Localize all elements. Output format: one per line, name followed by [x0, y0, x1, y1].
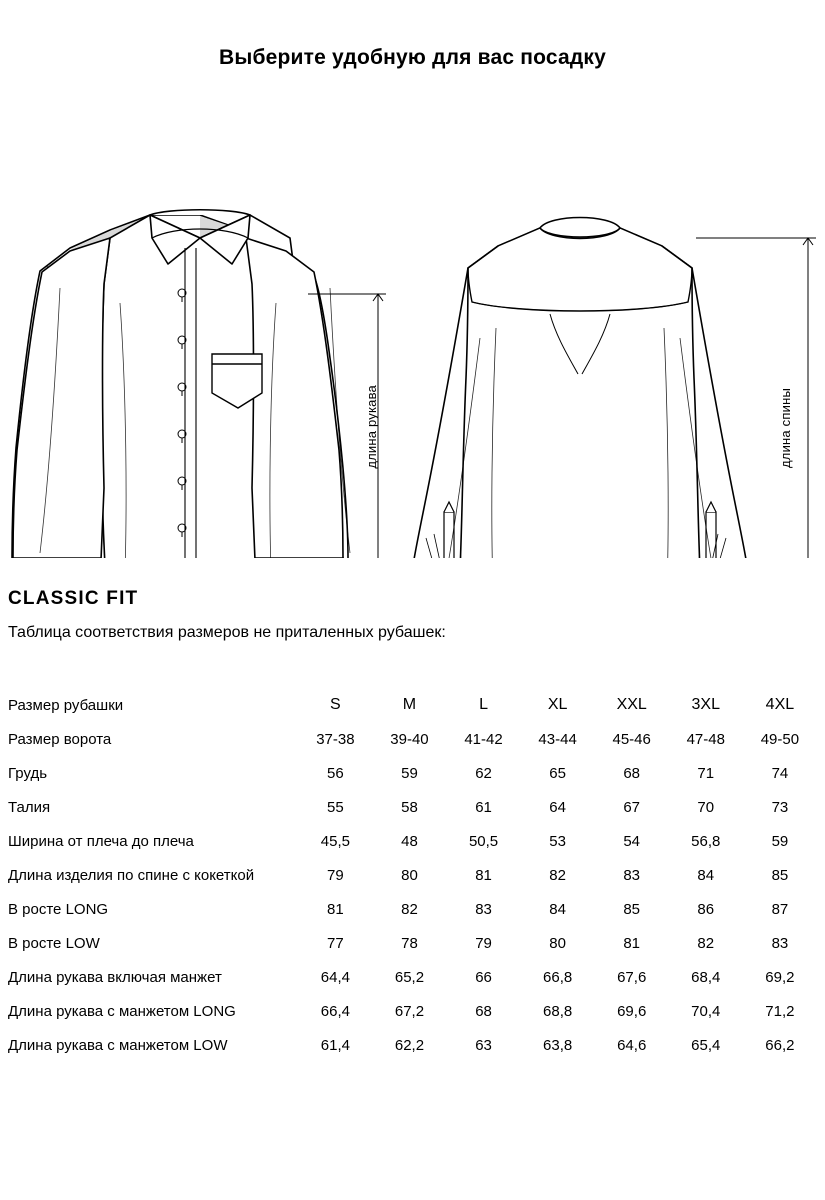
table-cell: 55	[327, 798, 344, 816]
table-cell: 69,6	[617, 1002, 647, 1020]
table-cell: 71,2	[765, 1002, 795, 1020]
sleeve-length-dimension	[300, 88, 390, 558]
table-cell: 83	[771, 934, 789, 952]
table-column-header: XL	[547, 696, 568, 713]
table-cell: 80	[549, 934, 566, 952]
table-cell: 66,4	[320, 1002, 350, 1020]
table-cell: 85	[623, 900, 641, 918]
table-row-label: Длина рукава включая манжет	[8, 968, 222, 986]
table-row	[8, 892, 817, 926]
table-cell: 85	[771, 866, 789, 884]
table-row-label: В росте LONG	[8, 900, 109, 918]
table-cell: 56,8	[691, 832, 721, 850]
shirt-illustrations	[0, 88, 825, 558]
table-cell: 61,4	[320, 1036, 350, 1054]
size-chart-table	[8, 688, 817, 1062]
table-column-header: M	[402, 696, 417, 713]
table-cell: 70	[697, 798, 715, 816]
table-cell: 86	[697, 900, 715, 918]
table-row-label: Размер ворота	[8, 730, 112, 748]
table-cell: 67,6	[617, 968, 647, 986]
table-cell: 59	[771, 832, 789, 850]
table-row-label: Длина изделия по спине с кокеткой	[8, 866, 255, 884]
table-header-label: Размер рубашки	[8, 696, 124, 714]
table-row	[8, 994, 817, 1028]
table-cell: 62,2	[394, 1036, 425, 1054]
table-cell: 41-42	[464, 730, 503, 748]
table-cell: 82	[697, 934, 715, 952]
table-cell: 54	[623, 832, 641, 850]
table-column-header: 3XL	[691, 696, 720, 713]
table-row	[8, 790, 817, 824]
table-cell: 68	[475, 1002, 492, 1020]
table-row	[8, 1028, 817, 1062]
table-row-label: Длина рукава с манжетом LONG	[8, 1002, 236, 1020]
table-cell: 78	[401, 934, 418, 952]
table-cell: 63,8	[543, 1036, 573, 1054]
table-cell: 59	[401, 764, 418, 782]
table-cell: 37-38	[316, 730, 355, 748]
table-cell: 83	[475, 900, 492, 918]
table-cell: 71	[697, 764, 715, 782]
table-row-label: Длина рукава с манжетом LOW	[8, 1036, 228, 1054]
table-cell: 62	[475, 764, 492, 782]
table-cell: 66,2	[765, 1036, 795, 1054]
table-cell: 87	[771, 900, 789, 918]
table-cell: 64	[549, 798, 566, 816]
table-cell: 77	[327, 934, 344, 952]
table-cell: 43-44	[538, 730, 577, 748]
table-cell: 65,4	[691, 1036, 721, 1054]
table-cell: 53	[549, 832, 566, 850]
table-cell: 69,2	[765, 968, 795, 986]
table-cell: 67	[623, 798, 641, 816]
table-column-header: L	[479, 696, 488, 713]
table-cell: 83	[623, 866, 641, 884]
table-cell: 64,4	[320, 968, 350, 986]
table-header-row	[8, 688, 817, 722]
table-cell: 45,5	[320, 832, 350, 850]
table-cell: 64,6	[617, 1036, 647, 1054]
table-cell: 81	[327, 900, 344, 918]
table-cell: 84	[697, 866, 715, 884]
table-cell: 73	[771, 798, 789, 816]
table-row	[8, 858, 817, 892]
table-cell: 68,8	[543, 1002, 573, 1020]
table-cell: 81	[475, 866, 492, 884]
table-row-label: В росте LOW	[8, 934, 100, 952]
table-cell: 65	[549, 764, 566, 782]
table-cell: 66,8	[543, 968, 573, 986]
table-column-header: XXL	[616, 696, 647, 713]
table-cell: 56	[327, 764, 344, 782]
table-cell: 74	[771, 764, 789, 782]
table-cell: 68,4	[691, 968, 721, 986]
table-cell: 80	[401, 866, 418, 884]
back-shirt-technical-drawing	[400, 88, 760, 558]
table-column-header: 4XL	[765, 696, 795, 713]
fit-name-heading: CLASSIC FIT	[8, 588, 139, 609]
table-cell: 45-46	[612, 730, 651, 748]
table-row-label: Грудь	[8, 764, 48, 782]
table-cell: 63	[475, 1036, 492, 1054]
table-column-header: S	[330, 696, 341, 713]
table-row-label: Ширина от плеча до плеча	[8, 832, 194, 850]
table-row-label: Талия	[8, 798, 51, 816]
table-row	[8, 756, 817, 790]
table-row	[8, 926, 817, 960]
table-cell: 84	[549, 900, 566, 918]
back-length-dimension	[760, 88, 820, 558]
table-cell: 66	[475, 968, 492, 986]
table-row	[8, 960, 817, 994]
table-cell: 82	[401, 900, 418, 918]
table-cell: 39-40	[390, 730, 429, 748]
table-cell: 79	[475, 934, 492, 952]
table-cell: 67,2	[394, 1002, 425, 1020]
table-cell: 61	[475, 798, 492, 816]
table-cell: 81	[623, 934, 641, 952]
table-cell: 70,4	[691, 1002, 721, 1020]
table-cell: 65,2	[394, 968, 425, 986]
table-cell: 50,5	[468, 832, 499, 850]
fit-description: Таблица соответствия размеров не приталенных рубашек:	[8, 624, 446, 641]
page-title: Выберите удобную для вас посадку	[218, 46, 607, 69]
table-cell: 47-48	[686, 730, 725, 748]
table-cell: 82	[549, 866, 566, 884]
table-row	[8, 824, 817, 858]
sleeve-length-label: длина рукава	[364, 385, 379, 469]
table-cell: 58	[401, 798, 418, 816]
table-cell: 79	[327, 866, 344, 884]
table-row	[8, 722, 817, 756]
table-cell: 49-50	[760, 730, 800, 748]
table-cell: 68	[623, 764, 641, 782]
back-length-label: длина спины	[778, 388, 793, 468]
table-cell: 48	[401, 832, 418, 850]
